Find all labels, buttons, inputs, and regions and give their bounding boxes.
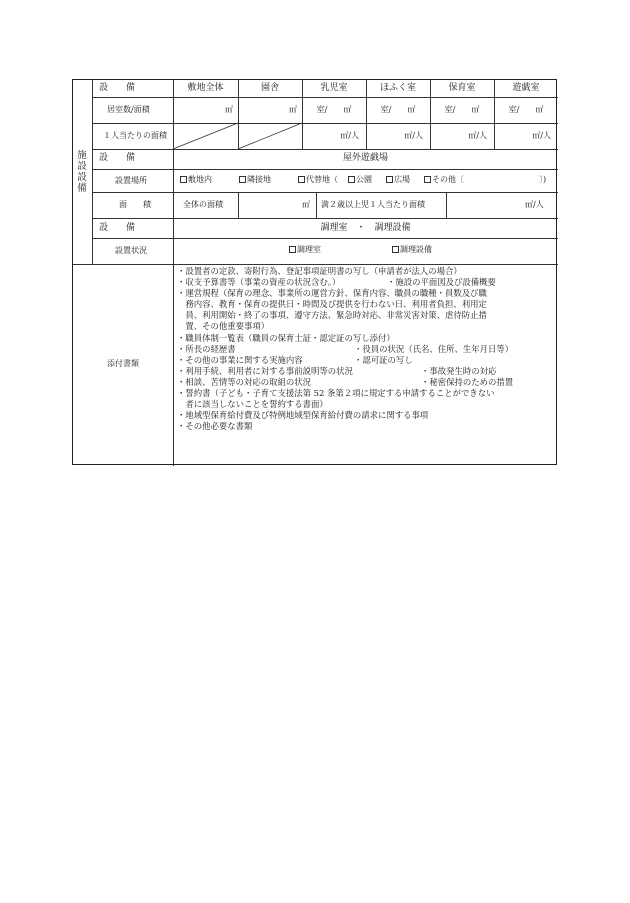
attachment-item: ・収支予算書等（事業の資産の状況含む。） ・施設の平面図及び設備概要 — [177, 277, 496, 288]
checkbox[interactable] — [392, 246, 399, 253]
column-header: ほふく室 — [379, 83, 416, 93]
per-child-area-unit: ㎡/人 — [525, 200, 544, 209]
column-header: 保育室 — [448, 83, 476, 93]
section-label-char: 設 — [77, 172, 87, 183]
attachment-item-license: ・認可証の写し — [354, 354, 413, 365]
attachment-item: 置、その他重要事項） — [177, 321, 270, 332]
section-label-char: 設 — [77, 161, 87, 172]
outdoor-equipment-header: 設 備 — [99, 153, 136, 163]
install-location-label: 設置場所 — [115, 176, 147, 185]
per-child-area-label: 満２歳以上児１人当たり面積 — [321, 200, 425, 209]
location-option-other[interactable]: その他〔 — [424, 176, 464, 184]
attachment-item-officers: ・役員の状況（氏名、住所、生年月日等） — [354, 343, 514, 354]
room-count-area-value: 室/ ㎡ — [508, 105, 544, 114]
total-area-label: 全体の面積 — [183, 200, 223, 209]
location-option-site[interactable]: 敷地内 — [180, 176, 212, 184]
total-area-unit: ㎡ — [302, 200, 310, 209]
location-option-alternative[interactable]: 代替地（ — [298, 176, 338, 184]
room-count-area-value: 室/ ㎡ — [444, 105, 480, 114]
kitchen-option-equipment[interactable]: 調理設備 — [392, 246, 432, 254]
kitchen-option-room[interactable]: 調理室 — [289, 246, 321, 254]
column-header: 乳児室 — [320, 83, 348, 93]
facility-form-table — [72, 79, 557, 465]
attachment-item-floor-plan: ・施設の平面図及び設備概要 — [387, 277, 496, 288]
checkbox[interactable] — [289, 246, 296, 253]
attachments-label: 添付書類 — [107, 359, 139, 368]
room-count-area-value: 室/ ㎡ — [316, 105, 352, 114]
attachment-item: ・その他の事業に関する実施内容 ・認可証の写し — [177, 354, 413, 365]
attachment-item: 員、利用開始・終了の事項、遵守方法、緊急時対応、非常災害対策、虐待防止措 — [177, 310, 487, 321]
section-label-char: 施 — [77, 150, 87, 161]
attachment-item: ・誓約書（子ども・子育て支援法第 52 条第２項に規定する申請することができない — [177, 388, 495, 399]
room-count-area-value: ㎡ — [289, 105, 297, 114]
equipment-header: 設 備 — [99, 83, 136, 93]
attachment-item: ・運営規程（保育の理念、事業所の運営方針、保育内容、職員の職種・員数及び職 — [177, 288, 487, 299]
checkbox[interactable] — [386, 176, 393, 183]
location-option-park[interactable]: 公園 — [348, 176, 372, 184]
attachment-item-privacy: ・秘密保持のための措置 — [421, 376, 514, 387]
attachments-list — [177, 266, 549, 432]
attachment-item: ・所長の経歴書 ・役員の状況（氏名、住所、生年月日等） — [177, 343, 514, 354]
attachment-item: ・その他必要な書類 — [177, 421, 253, 432]
facility-section-label — [76, 150, 88, 194]
checkbox[interactable] — [239, 176, 246, 183]
attachment-item: 者に該当しないことを誓約する書面） — [177, 399, 328, 410]
area-per-person-value: ㎡/人 — [468, 131, 487, 140]
area-per-person-value: ㎡/人 — [404, 131, 423, 140]
attachment-item-accident: ・事故発生時の対応 — [421, 365, 497, 376]
area-per-person-label: １人当たりの面積 — [103, 131, 167, 140]
column-header: 園舎 — [260, 83, 279, 93]
kitchen-title: 調理室 ・ 調理設備 — [320, 223, 411, 233]
attachment-item: ・職員体制一覧表（職員の保育士証・認定証の写し添付） — [177, 332, 395, 343]
attachment-item: ・地域型保育給付費及び特例地域型保育給付費の請求に関する事項 — [177, 410, 429, 421]
attachment-item: 務内容、教育・保育の提供日・時間及び提供を行わない日、利用者負担、利用定 — [177, 299, 487, 310]
area-per-person-value: ㎡/人 — [340, 131, 359, 140]
location-option-adjacent[interactable]: 隣接地 — [239, 176, 271, 184]
install-status-label: 設置状況 — [115, 246, 147, 255]
column-header: 敷地全体 — [187, 83, 224, 93]
room-count-area-value: ㎡ — [225, 105, 233, 114]
checkbox[interactable] — [298, 176, 305, 183]
section-label-char: 備 — [77, 183, 87, 194]
column-header: 遊戯室 — [512, 83, 540, 93]
checkbox[interactable] — [424, 176, 431, 183]
room-count-area-label: 居室数/面積 — [107, 105, 150, 114]
location-option-square[interactable]: 広場 — [386, 176, 410, 184]
attachment-item: ・利用手続、利用者に対する事前説明等の状況 ・事故発生時の対応 — [177, 365, 497, 376]
outdoor-play-title: 屋外遊戯場 — [342, 153, 388, 163]
attachment-item: ・設置者の定款、寄附行為、登記事項証明書の写し（申請者が法人の場合） — [177, 266, 462, 276]
room-count-area-value: 室/ ㎡ — [380, 105, 416, 114]
not-applicable-diagonal — [173, 123, 302, 149]
checkbox[interactable] — [180, 176, 187, 183]
kitchen-equipment-header: 設 備 — [99, 223, 136, 233]
checkbox[interactable] — [348, 176, 355, 183]
area-per-person-value: ㎡/人 — [532, 131, 551, 140]
location-other-close: 〕) — [539, 175, 547, 184]
attachment-item: ・相談、苦情等の対応の取組の状況 ・秘密保持のための措置 — [177, 376, 514, 387]
area-label: 面 積 — [119, 200, 151, 209]
